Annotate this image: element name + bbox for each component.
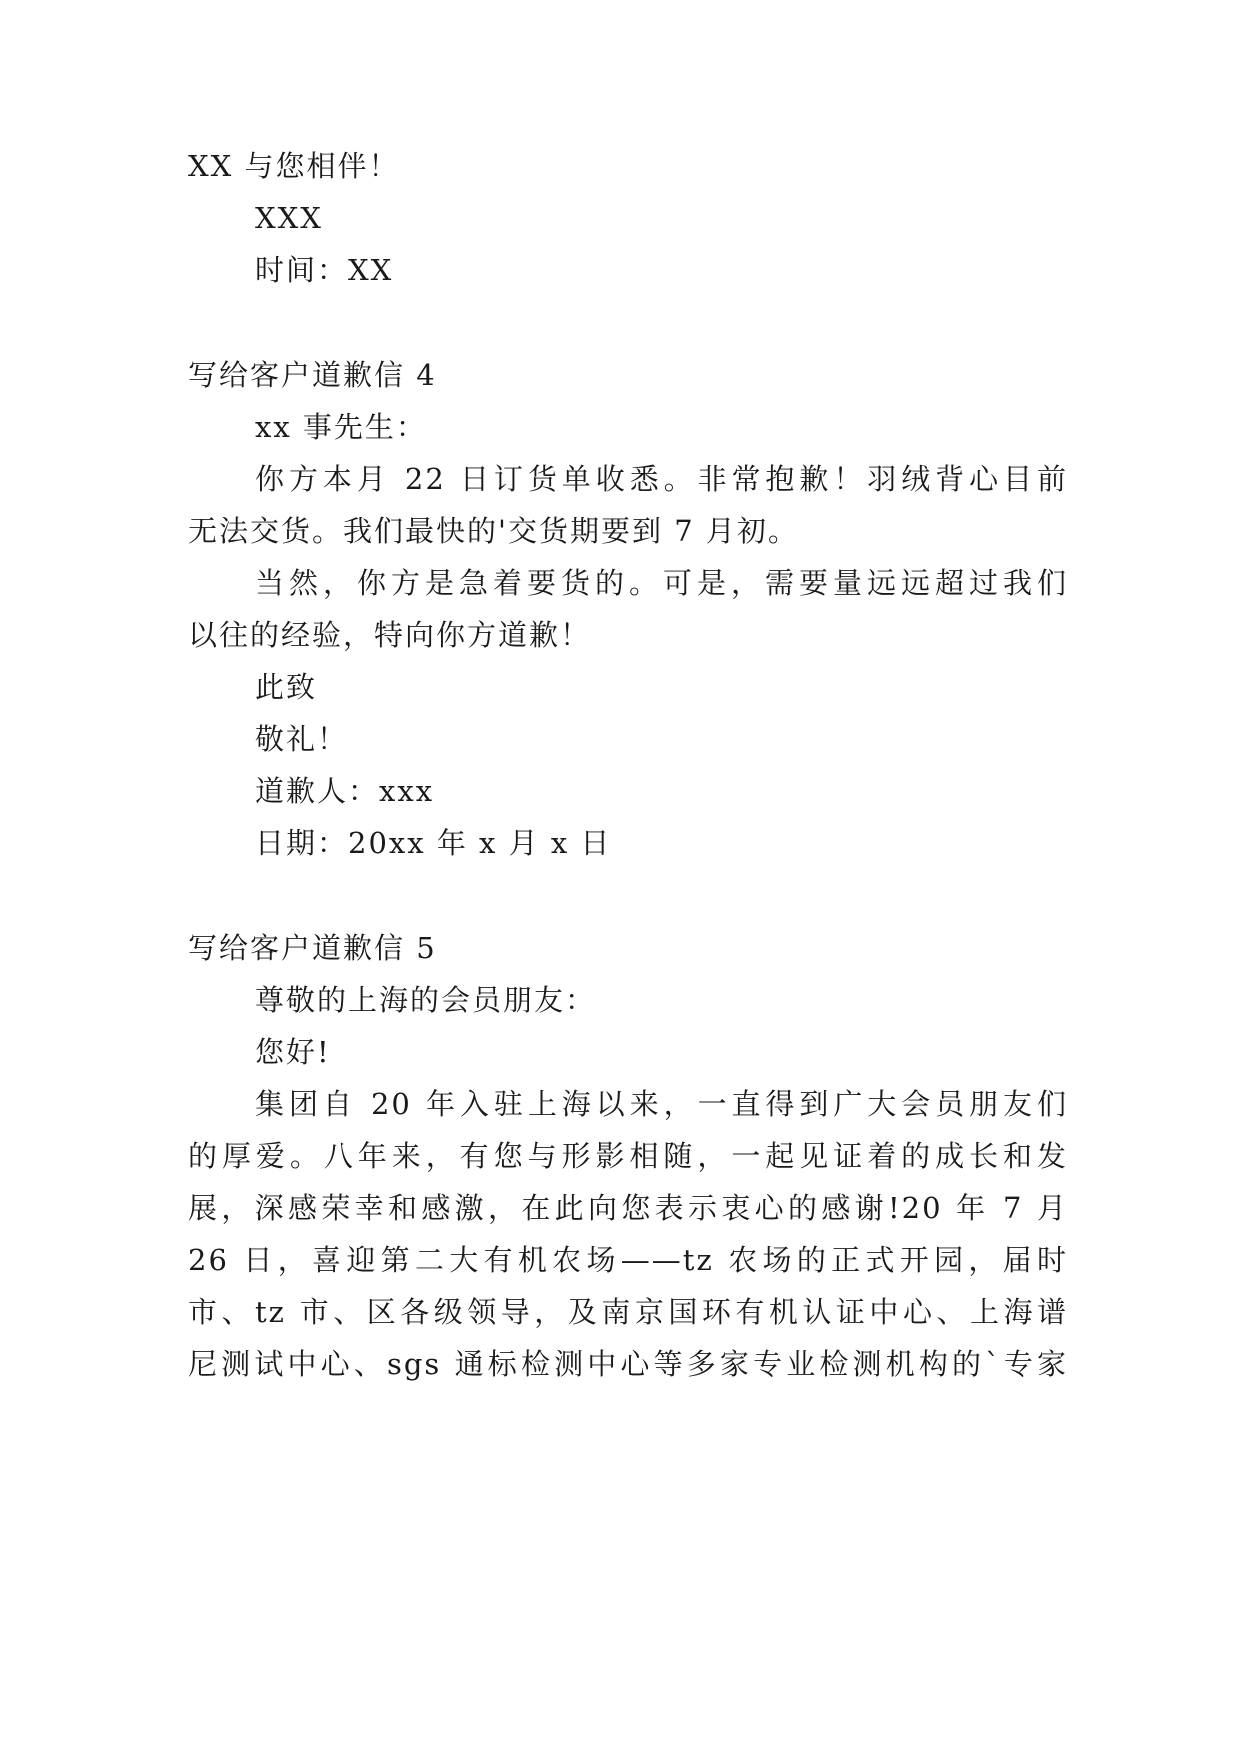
letter-4-title: 写给客户道歉信 4 — [188, 358, 437, 392]
signature: XXX — [255, 201, 323, 235]
letter-5-paragraph-line-5: 市、tz 市、区各级领导，及南京国环有机认证中心、上海谱 — [188, 1295, 1068, 1329]
closing-line: XX 与您相伴！ — [188, 149, 400, 183]
letter-5-paragraph-line-3: 展，深感荣幸和感激，在此向您表示衷心的感谢!20 年 7 月 — [188, 1191, 1068, 1225]
letter-4-salutation: xx 事先生： — [255, 410, 427, 444]
letter-5-paragraph-line-4: 26 日，喜迎第二大有机农场——tz 农场的正式开园，届时 — [188, 1243, 1068, 1277]
letter-4-date: 日期：20xx 年 x 月 x 日 — [255, 826, 612, 860]
letter-4-paragraph-2-cont: 以往的经验，特向你方道歉！ — [188, 618, 592, 652]
letter-5-salutation: 尊敬的上海的会员朋友： — [255, 983, 597, 1017]
letter-5-paragraph-line-1: 集团自 20 年入驻上海以来，一直得到广大会员朋友们 — [255, 1087, 1068, 1121]
letter-4-closing: 此致 — [255, 670, 318, 704]
date-line: 时间：XX — [255, 253, 394, 287]
letter-5-paragraph-line-2: 的厚爱。八年来，有您与形影相随，一起见证着的成长和发 — [188, 1139, 1068, 1173]
letter-4-paragraph-2: 当然，你方是急着要货的。可是，需要量远远超过我们 — [255, 566, 1068, 600]
letter-5-paragraph-line-6: 尼测试中心、sgs 通标检测中心等多家专业检测机构的`专家 — [188, 1347, 1068, 1381]
letter-4-signer: 道歉人：xxx — [255, 774, 435, 808]
letter-4-paragraph-1: 你方本月 22 日订货单收悉。非常抱歉！羽绒背心目前 — [255, 462, 1068, 496]
letter-5-title: 写给客户道歉信 5 — [188, 931, 437, 965]
letter-4-paragraph-1-cont: 无法交货。我们最快的'交货期要到 7 月初。 — [188, 514, 799, 548]
letter-4-regards: 敬礼！ — [255, 722, 349, 756]
letter-5-greeting: 您好! — [255, 1035, 331, 1069]
